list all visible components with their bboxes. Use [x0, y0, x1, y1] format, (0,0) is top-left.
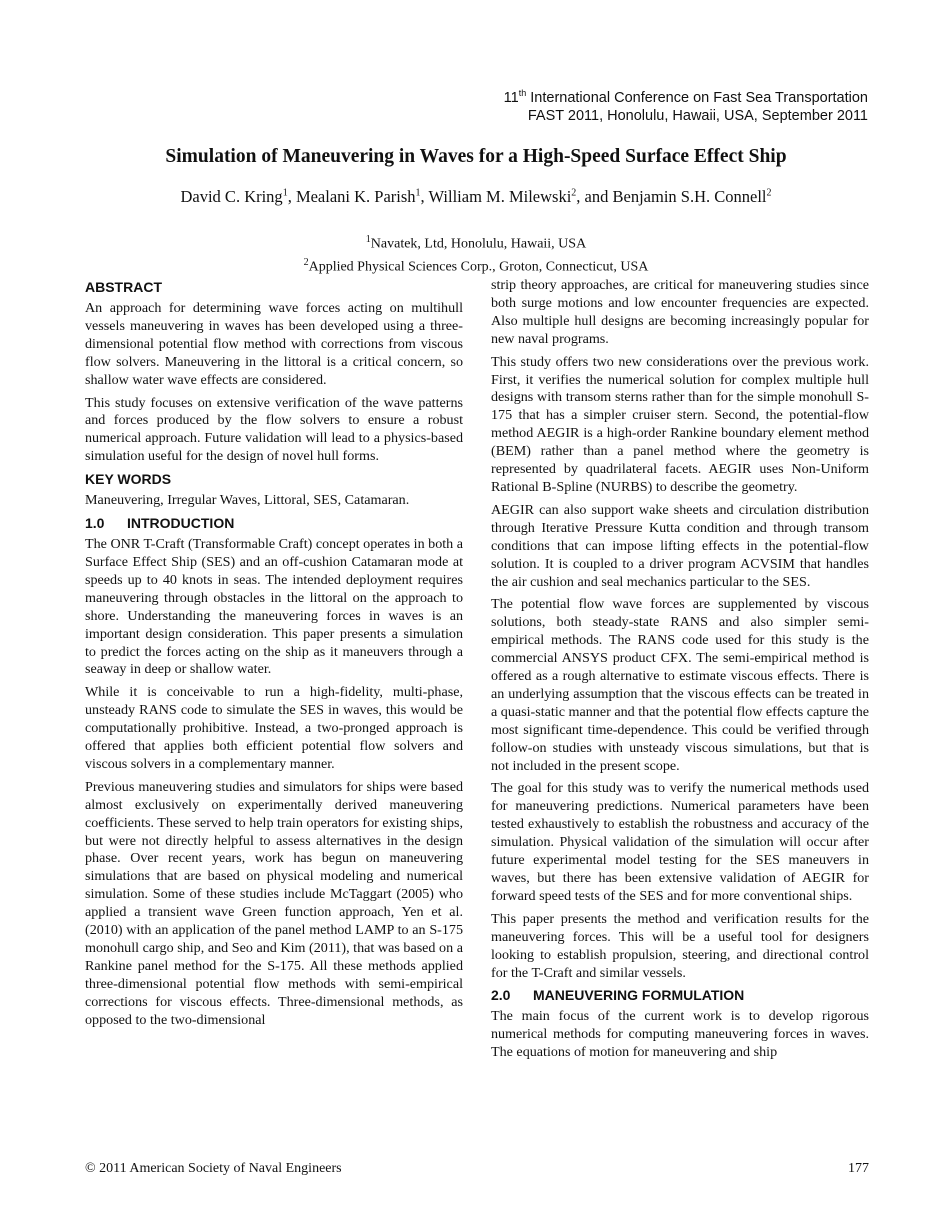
- body-paragraph: While it is conceivable to run a high-fidelity, multi-phase, unsteady RANS code to simulate the SES in waves, this would be computationally prohibitive. Instead, a two-pronged approach is offered that applies both efficient potential flow solvers and viscous solvers in a complementary manner.: [85, 684, 463, 772]
- intro-heading: 1.0 INTRODUCTION: [85, 515, 235, 532]
- affiliation: $^2$Applied Physical Sciences Corp., Groton, Connecticut, USA: [303, 256, 649, 275]
- page-number: 177: [848, 1161, 869, 1176]
- body-paragraph: AEGIR can also support wake sheets and circulation distribution through Iterative Pressure Kutta condition and through transom conditions that can impose lifting effects in the potential-flow solution. It is coupled to a driver program ACVSIM that handles the air cushion and seal mechanics particular to the SES.: [491, 501, 869, 590]
- paper-title: Simulation of Maneuvering in Waves for a High-Speed Surface Effect Ship: [165, 146, 787, 167]
- author: Mealani K. Parish: [295, 187, 416, 206]
- author: Benjamin S.H. Connell: [612, 187, 767, 206]
- abstract-paragraph: An approach for determining wave forces acting on multihull vessels maneuvering in waves has been developed using a three-dimensional potential flow method with corrections from viscous flow solvers. Maneuvering in the littoral is a critical concern, so shallow water wave effects are considered.: [85, 300, 463, 388]
- conference-header: [504, 84, 868, 125]
- body-paragraph: strip theory approaches, are critical for maneuvering studies since both surge motions and low encounter frequencies are expected. Also multiple hull designs are becoming increasingly popular for new naval programs.: [491, 277, 869, 347]
- body-paragraph: Previous maneuvering studies and simulators for ships were based almost exclusively on experimentally derived maneuvering coefficients. These served to help train operators for existing ships, but were not directly helpful to assess alternatives in the design phase. Over recent years, work has begun on maneuvering simulations that are based on physical modeling and numerical simulation. Some of these studies include McTaggart (2005) who applied a transient wave Green function approach, Yen et al. (2010) with an application of the panel method LAMP to an S-175 monohull cargo ship, and Seo and Kim (2011), that was based on a Rankine panel method for the S-175. All these methods applied three-dimensional potential flow methods with semi-empirical corrections for viscous effects. Three-dimensional methods, as opposed to the two-dimensional: [85, 778, 463, 1028]
- affiliation: $^1$Navatek, Ltd, Honolulu, Hawaii, USA: [365, 234, 587, 252]
- right-column: [491, 277, 869, 1067]
- author: William M. Milewski: [428, 187, 572, 206]
- affiliations: [0, 231, 952, 276]
- abstract-paragraph: This study focuses on extensive verification of the wave patterns and forces produced by the flow solvers to ensure a robust numerical approach. Future validation will lead to a physics-based simulation useful for the design of novel hull forms.: [85, 394, 463, 465]
- conference-line-1: 11th International Conference on Fast Sea Transportation: [503, 88, 868, 106]
- body-paragraph: The ONR T-Craft (Transformable Craft) concept operates in both a Surface Effect Ship (SES) and an off-cushion Catamaran mode at speeds up to 40 knots in seas. The intended deployment requires maneuvering through obstacles in the littoral on the approach to shore. Understanding the maneuvering forces in waves is an important design consideration. This paper presents a simulation to predict the forces acting on the ship as it maneuvers through a seaway in deep or shallow water.: [85, 536, 463, 678]
- abstract-heading: ABSTRACT: [85, 279, 162, 295]
- body-paragraph: The main focus of the current work is to develop rigorous numerical methods for computing maneuvering forces in waves. The equations of motion for maneuvering and ship: [491, 1008, 869, 1061]
- page-footer: [85, 1161, 869, 1177]
- section2-heading: 2.0 MANEUVERING FORMULATION: [491, 987, 745, 1004]
- author-list: David C. Kring$^1$, Mealani K. Parish$^1$, William M. Milewski$^2$, and Benjamin S.H. Connell$^2$: [180, 187, 772, 206]
- keywords-text: Maneuvering, Irregular Waves, Littoral, SES, Catamaran.: [85, 492, 410, 509]
- body-paragraph: This study offers two new considerations over the previous work. First, it verifies the numerical solution for complex multiple hull designs with transom sterns rather than for the simple monohull S-175 that has a simpler cruiser stern. Second, the potential-flow method AEGIR is a high-order Rankine boundary element method (BEM) rather than a panel method where the geometry is represented by quadrilateral facets. AEGIR uses Non-Uniform Rational B-Spline (NURBS) to describe the geometry.: [491, 353, 869, 495]
- copyright: © 2011 American Society of Naval Engineers: [85, 1161, 342, 1176]
- body-paragraph: The potential flow wave forces are supplemented by viscous solutions, both steady-state RANS and also simpler semi-empirical methods. The RANS code used for this study is the commercial ANSYS product CFX. The semi-empirical method is offered as a rough alternative to estimate viscous effects. There is an underlying assumption that the viscous effects can be treated in a quasi-static manner and that the potential flow effects capture the most significant time-dependence. This could be verified through follow-on studies with unsteady viscous simulations, but that is not included in the present scope.: [491, 596, 869, 774]
- keywords-heading: KEY WORDS: [85, 471, 172, 488]
- body-paragraph: This paper presents the method and verification results for the maneuvering forces. This will be a useful tool for designers looking to establish propulsion, steering, and directional control for the T-Craft and similar vessels.: [491, 910, 869, 981]
- body-paragraph: The goal for this study was to verify the numerical methods used for maneuvering predictions. Numerical parameters have been tested exhaustively to establish the robustness and accuracy of the simulation. Physical validation of the simulation will occur after future experimental model testing for the SES maneuvers in waves, but there has been extensive validation of AEGIR for forward speed tests of the SES and for more conventional ships.: [491, 780, 869, 904]
- left-column: [85, 277, 463, 1035]
- author: David C. Kring: [180, 187, 283, 206]
- conference-line-2: FAST 2011, Honolulu, Hawaii, USA, September 2011: [527, 107, 868, 124]
